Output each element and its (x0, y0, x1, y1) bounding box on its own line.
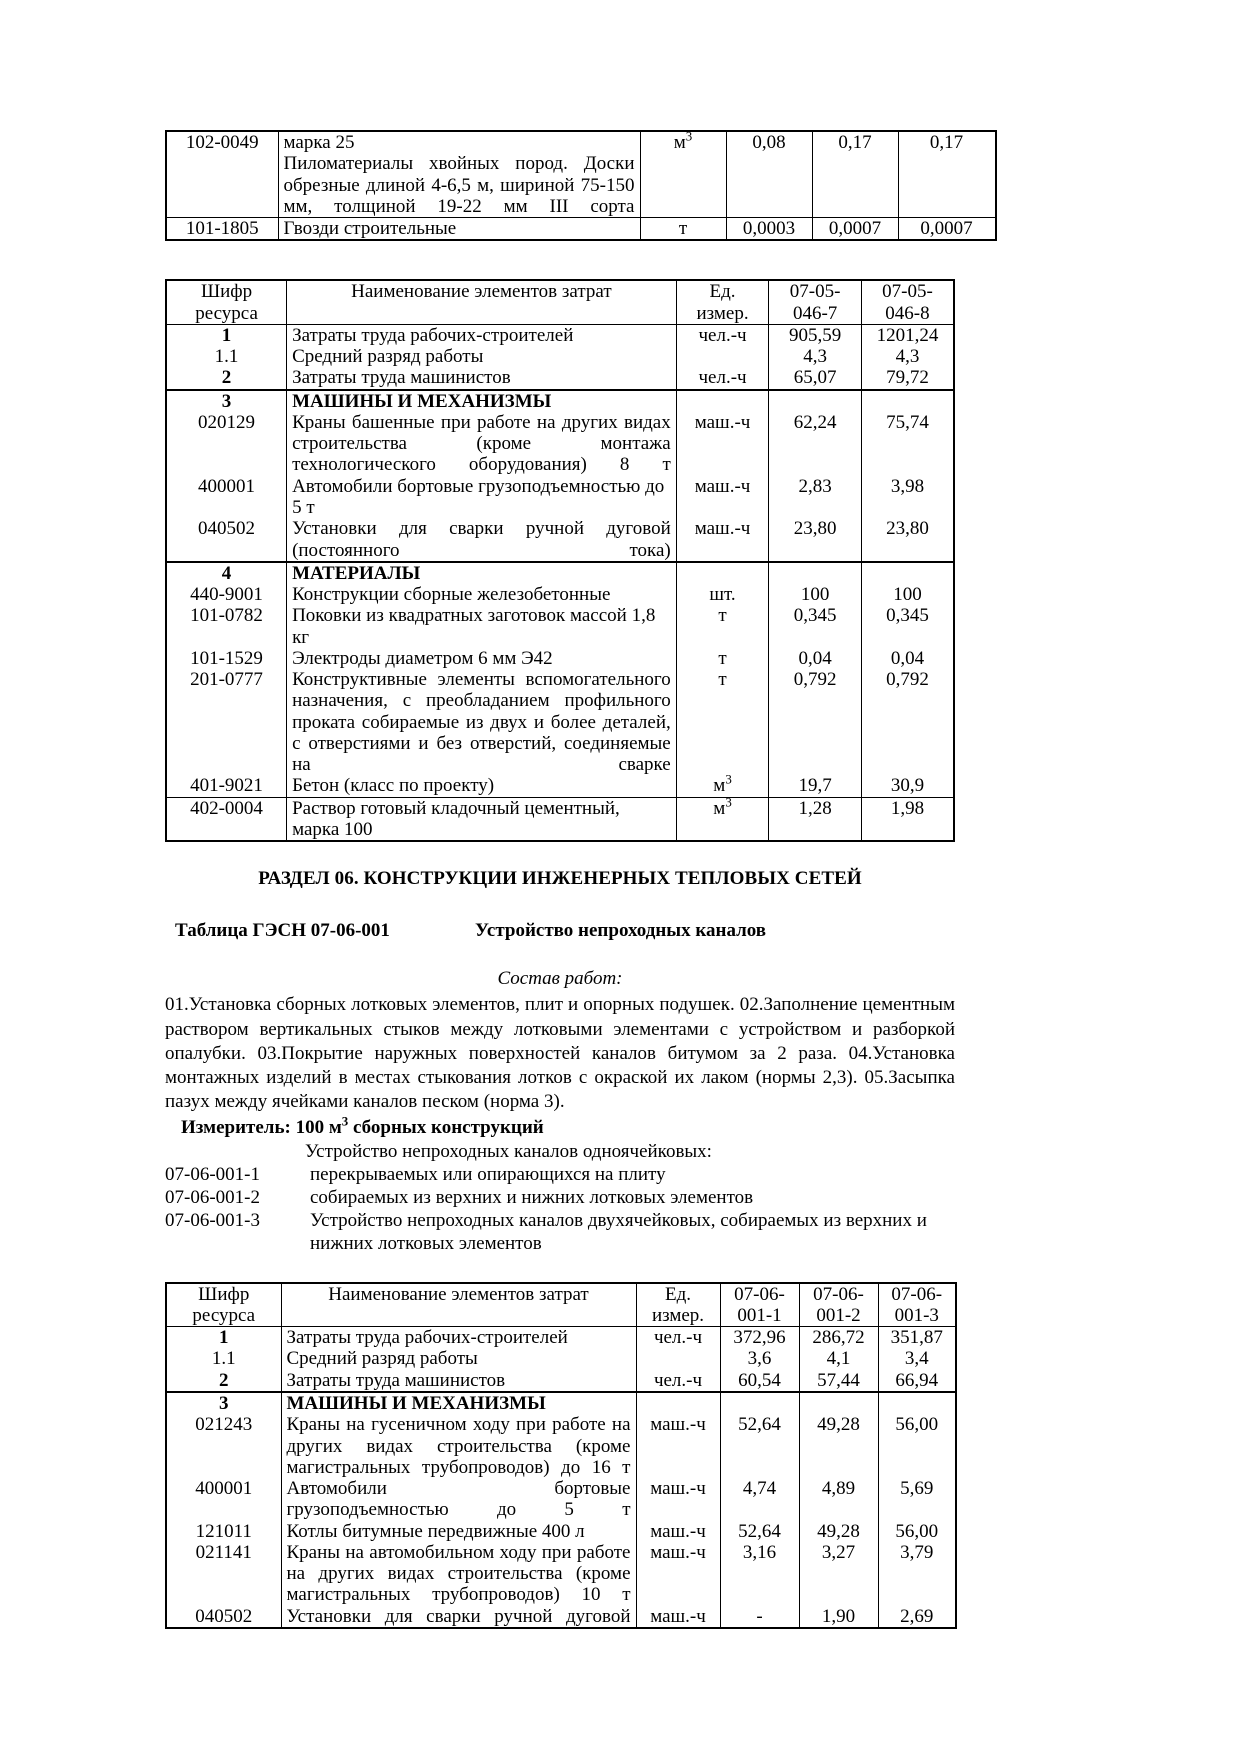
table-row (166, 669, 954, 775)
cell-value-3: 0,0007 (898, 218, 996, 241)
cell-value-3: 351,87 (878, 1327, 956, 1349)
cell-value-2: 286,72 (799, 1327, 878, 1349)
table-row (166, 367, 954, 389)
header-cell-unit (676, 280, 769, 324)
cell-value-1: 0,0003 (726, 218, 812, 241)
norm-item-code: 07-06-001-1 (165, 1163, 260, 1185)
table-group-row (166, 1392, 956, 1414)
cell-unit: маш.-ч (636, 1478, 720, 1521)
cell-value-2: 4,1 (799, 1348, 878, 1369)
cell-value-1: - (720, 1606, 799, 1628)
header-code-line1: Шифр (198, 1283, 250, 1305)
norm-item (165, 1163, 955, 1186)
cell-value-3: 3,4 (878, 1348, 956, 1369)
cell-name: Затраты труда рабочих-строителей (287, 324, 677, 346)
header-code-line2: ресурса (195, 302, 258, 324)
table-row (166, 1521, 956, 1542)
cell-code: 021141 (166, 1542, 281, 1606)
cell-value-1 (769, 390, 862, 412)
cell-name-line-continuation: марка 25 (283, 132, 355, 153)
cell-unit: маш.-ч (676, 412, 769, 476)
table-row (166, 648, 954, 669)
cell-value-1 (720, 1392, 799, 1414)
cell-name: Установки для сварки ручной дуговой (281, 1606, 636, 1628)
table-row (166, 1370, 956, 1392)
header-unit-line1: Ед. (709, 281, 736, 303)
works-caption: Состав работ: (497, 968, 623, 990)
table-row (166, 584, 954, 605)
header-cell-name: Наименование элементов затрат (287, 280, 677, 324)
header-unit-line2: измер. (696, 302, 749, 324)
resource-table-07-05-046 (165, 279, 955, 842)
resource-table-continued-wrapper (165, 128, 973, 241)
table-title-text: Устройство непроходных каналов (475, 920, 767, 942)
cell-code: 102-0049 (166, 131, 278, 218)
cell-unit (636, 1348, 720, 1369)
header-v2-line1: 07-06- (813, 1283, 864, 1305)
cell-name: Автомобили бортовые грузоподъемностью до 5 т (281, 1478, 636, 1521)
cell-name-line-main: Пиломатериалы хвойных пород. Доски обрезные длиной 4-6,5 м, шириной 75-150 мм, толщиной 19-22 мм III сорта (283, 153, 635, 217)
cell-value-2: 0,345 (861, 605, 954, 648)
header-v3-line1: 07-06- (891, 1283, 943, 1305)
cell-unit (636, 1392, 720, 1414)
cell-code: 020129 (166, 412, 287, 476)
table-row (166, 1542, 956, 1606)
cell-value-2: 4,89 (799, 1478, 878, 1521)
table-row (166, 218, 996, 241)
cell-value-1: 3,16 (720, 1542, 799, 1606)
cell-code: 1 (166, 324, 287, 346)
cell-value-1: 0,792 (769, 669, 862, 775)
table-header-row (166, 280, 954, 324)
cell-value-1: 1,28 (769, 797, 862, 841)
norm-item-text: Устройство непроходных каналов двухячейковых, собираемых из верхних и нижних лотковых элементов (310, 1210, 927, 1255)
cell-code: 3 (166, 1392, 281, 1414)
unit-superscript: 3 (725, 794, 732, 810)
cell-name: МАШИНЫ И МЕХАНИЗМЫ (287, 390, 677, 412)
cell-value-2 (799, 1392, 878, 1414)
cell-code: 101-1529 (166, 648, 287, 669)
cell-value-1: 60,54 (720, 1370, 799, 1392)
cell-name: Конструкции сборные железобетонные (287, 584, 677, 605)
cell-unit: маш.-ч (636, 1542, 720, 1606)
cell-value-1: 4,3 (769, 346, 862, 367)
cell-unit: маш.-ч (636, 1606, 720, 1628)
cell-name: МАШИНЫ И МЕХАНИЗМЫ (281, 1392, 636, 1414)
cell-value-1: 905,59 (769, 324, 862, 346)
header-v3-line2: 001-3 (894, 1304, 939, 1326)
table-row (166, 412, 954, 476)
table-title (165, 920, 955, 942)
cell-value-2: 1,90 (799, 1606, 878, 1628)
cell-value-3 (878, 1392, 956, 1414)
cell-code: 101-0782 (166, 605, 287, 648)
cell-name (278, 131, 640, 218)
cell-unit: чел.-ч (676, 367, 769, 389)
cell-name: Затраты труда машинистов (287, 367, 677, 389)
cell-name: Краны на гусеничном ходу при работе на других видах строительства (кроме магистральных трубопроводов) до 16 т (281, 1414, 636, 1478)
cell-value-2: 49,28 (799, 1521, 878, 1542)
cell-value-1: 19,7 (769, 775, 862, 797)
norm-item-code: 07-06-001-3 (165, 1210, 260, 1232)
cell-code: 1.1 (166, 1348, 281, 1369)
header-cell-code (166, 1283, 281, 1327)
table-row (166, 1414, 956, 1478)
cell-code: 021243 (166, 1414, 281, 1478)
header-code-line1: Шифр (200, 281, 253, 303)
cell-value-3: 5,69 (878, 1478, 956, 1521)
table-row (166, 518, 954, 562)
cell-code: 1 (166, 1327, 281, 1349)
norm-item-code: 07-06-001-2 (165, 1187, 260, 1209)
unit-base: м (713, 797, 726, 819)
table-header-row (166, 1283, 956, 1327)
norm-item-text: перекрываемых или опирающихся на плиту (310, 1163, 666, 1185)
cell-name: Автомобили бортовые грузоподъемностью до 5 т (287, 476, 677, 519)
cell-value-1: 2,83 (769, 476, 862, 519)
cell-unit: маш.-ч (636, 1521, 720, 1542)
measure-superscript: 3 (341, 1113, 349, 1129)
cell-value-3: 56,00 (878, 1521, 956, 1542)
cell-value-2: 1201,24 (861, 324, 954, 346)
cell-unit (640, 128, 726, 218)
cell-name: Затраты труда машинистов (281, 1370, 636, 1392)
table-row (166, 797, 954, 841)
table-row (166, 1348, 956, 1369)
cell-code: 040502 (166, 1606, 281, 1628)
table-row (166, 476, 954, 519)
cell-name: Краны башенные при работе на других видах строительства (кроме монтажа технологического оборудования) 8 т (287, 412, 677, 476)
header-cell-value-2 (799, 1283, 878, 1327)
cell-name: Бетон (класс по проекту) (287, 775, 677, 797)
norm-item-text: собираемых из верхних и нижних лотковых элементов (310, 1187, 754, 1209)
cell-unit: т (676, 648, 769, 669)
cell-value-1: 0,345 (769, 605, 862, 648)
cell-name: МАТЕРИАЛЫ (287, 562, 677, 584)
cell-unit (676, 390, 769, 412)
cell-value-3: 3,79 (878, 1542, 956, 1606)
cell-unit: маш.-ч (636, 1414, 720, 1478)
cell-value-3: 2,69 (878, 1606, 956, 1628)
cell-value-2: 57,44 (799, 1370, 878, 1392)
cell-name: Установки для сварки ручной дуговой (постоянного тока) (287, 518, 677, 562)
header-cell-value-1 (720, 1283, 799, 1327)
cell-value-2: 100 (861, 584, 954, 605)
cell-value-2: 79,72 (861, 367, 954, 389)
cell-value-1: 372,96 (720, 1327, 799, 1349)
table-spacer (165, 1256, 955, 1282)
header-v1-line2: 001-1 (737, 1304, 782, 1326)
header-v2-line2: 001-2 (816, 1304, 861, 1326)
cell-unit: т (676, 669, 769, 775)
table-row (166, 324, 954, 346)
resource-table-continued (165, 130, 997, 241)
cell-unit: т (676, 605, 769, 648)
cell-value-2: 49,28 (799, 1414, 878, 1478)
cell-value-1: 4,74 (720, 1478, 799, 1521)
norm-intro: Устройство непроходных каналов одноячейковых: (305, 1140, 712, 1162)
cell-code: 121011 (166, 1521, 281, 1542)
header-unit-line2: измер. (651, 1304, 705, 1326)
measure-line (165, 1113, 955, 1139)
cell-name: Гвозди строительные (278, 218, 640, 241)
cell-value-2: 3,98 (861, 476, 954, 519)
cell-unit: маш.-ч (676, 476, 769, 519)
table-group-row (166, 390, 954, 412)
cell-value-2 (861, 562, 954, 584)
cell-unit: чел.-ч (636, 1370, 720, 1392)
section-heading: РАЗДЕЛ 06. КОНСТРУКЦИИ ИНЖЕНЕРНЫХ ТЕПЛОВЫХ СЕТЕЙ (258, 868, 862, 890)
header-v2-line1: 07-05- (882, 281, 933, 303)
table-group-row (166, 562, 954, 584)
cell-value-1: 52,64 (720, 1521, 799, 1542)
header-code-line2: ресурса (192, 1304, 256, 1326)
cell-name: Конструктивные элементы вспомогательного назначения, с преобладанием профильного проката собираемые из двух и более деталей, с отверстиями и без отверстий, соединяемые на сварке (287, 669, 677, 775)
cell-unit (676, 346, 769, 367)
cell-value-1: 65,07 (769, 367, 862, 389)
table-spacer (165, 241, 955, 279)
cell-value-2: 1,98 (861, 797, 954, 841)
cell-name: Раствор готовый кладочный цементный, марка 100 (287, 797, 677, 841)
cell-code: 400001 (166, 476, 287, 519)
header-cell-name: Наименование элементов затрат (281, 1283, 636, 1327)
cell-value-1: 3,6 (720, 1348, 799, 1369)
cell-name: Краны на автомобильном ходу при работе на других видах строительства (кроме магистральных трубопроводов) 10 т (281, 1542, 636, 1606)
cell-value-2 (861, 390, 954, 412)
unit-base: м (673, 132, 686, 153)
measure-prefix: Измеритель: 100 м (181, 1116, 342, 1138)
header-v2-line2: 046-8 (885, 302, 930, 324)
header-cell-value-3 (878, 1283, 956, 1327)
cell-value-1: 100 (769, 584, 862, 605)
cell-code: 2 (166, 367, 287, 389)
cell-value-1: 0,04 (769, 648, 862, 669)
cell-unit: чел.-ч (676, 324, 769, 346)
cell-value-3: 66,94 (878, 1370, 956, 1392)
cell-value-2: 0,0007 (812, 218, 898, 241)
cell-value-1 (769, 562, 862, 584)
header-v1-line1: 07-06- (734, 1283, 785, 1305)
cell-code: 101-1805 (166, 218, 278, 241)
table-title-code: Таблица ГЭСН 07-06-001 (175, 920, 390, 942)
cell-value-2: 4,3 (861, 346, 954, 367)
cell-code: 1.1 (166, 346, 287, 367)
norm-item (165, 1209, 955, 1255)
cell-value-2: 75,74 (861, 412, 954, 476)
cell-name: Котлы битумные передвижные 400 л (281, 1521, 636, 1542)
header-cell-value-1 (769, 280, 862, 324)
cell-unit: шт. (676, 584, 769, 605)
cell-value-1: 62,24 (769, 412, 862, 476)
table-row (166, 605, 954, 648)
cell-code: 4 (166, 562, 287, 584)
header-v1-line1: 07-05- (789, 281, 841, 303)
table-row (166, 1606, 956, 1628)
norm-list (165, 1140, 955, 1256)
works-body: 01.Установка сборных лотковых элементов, плит и опорных подушек. 02.Заполнение цементным раствором вертикальных стыков между лотковыми элементами с устройством и разборкой опалубки. 03.Покрытие наружных поверхностей каналов битумом за 2 раза. 04.Установка монтажных изделий в местах стыкования лотков с окраской их лаком (нормы 2,3). 05.Засыпка пазух между ячейками каналов песком (норма 3). (165, 994, 955, 1113)
cell-value-2: 3,27 (799, 1542, 878, 1606)
cell-code: 040502 (166, 518, 287, 562)
cell-code: 201-0777 (166, 669, 287, 775)
cell-unit: т (640, 218, 726, 241)
unit-superscript: 3 (725, 772, 732, 788)
resource-table-07-06-001 (165, 1282, 957, 1629)
cell-unit: чел.-ч (636, 1327, 720, 1349)
cell-code: 400001 (166, 1478, 281, 1521)
cell-unit (676, 562, 769, 584)
cell-name: Средний разряд работы (281, 1348, 636, 1369)
measure-suffix: сборных конструкций (348, 1116, 544, 1138)
norm-item (165, 1186, 955, 1209)
cell-name: Средний разряд работы (287, 346, 677, 367)
cell-name: Электроды диаметром 6 мм Э42 (287, 648, 677, 669)
header-cell-unit (636, 1283, 720, 1327)
cell-value-2: 0,17 (812, 131, 898, 218)
cell-value-2: 30,9 (861, 775, 954, 797)
page-content (165, 128, 973, 1629)
header-unit-line1: Ед. (664, 1283, 692, 1305)
table-row (166, 775, 954, 797)
unit-superscript: 3 (685, 128, 693, 144)
cell-value-2: 0,04 (861, 648, 954, 669)
cell-name: Поковки из квадратных заготовок массой 1,8 кг (287, 605, 677, 648)
table-row (166, 131, 996, 218)
header-cell-value-2 (861, 280, 954, 324)
header-cell-code (166, 280, 287, 324)
cell-value-2: 0,792 (861, 669, 954, 775)
table-row (166, 1478, 956, 1521)
cell-value-3: 0,17 (898, 131, 996, 218)
cell-value-1: 23,80 (769, 518, 862, 562)
cell-unit (676, 772, 769, 797)
header-v1-line2: 046-7 (792, 302, 838, 324)
cell-unit: маш.-ч (676, 518, 769, 562)
cell-value-3: 56,00 (878, 1414, 956, 1478)
cell-value-2: 23,80 (861, 518, 954, 562)
cell-code: 3 (166, 390, 287, 412)
cell-name: Затраты труда рабочих-строителей (281, 1327, 636, 1349)
cell-value-1: 0,08 (726, 131, 812, 218)
table-row (166, 346, 954, 367)
cell-code: 402-0004 (166, 797, 287, 841)
cell-code: 440-9001 (166, 584, 287, 605)
cell-value-1: 52,64 (720, 1414, 799, 1478)
cell-code: 401-9021 (166, 775, 287, 797)
cell-code: 2 (166, 1370, 281, 1392)
cell-unit (676, 794, 769, 841)
unit-base: м (713, 775, 726, 797)
table-row (166, 1327, 956, 1349)
